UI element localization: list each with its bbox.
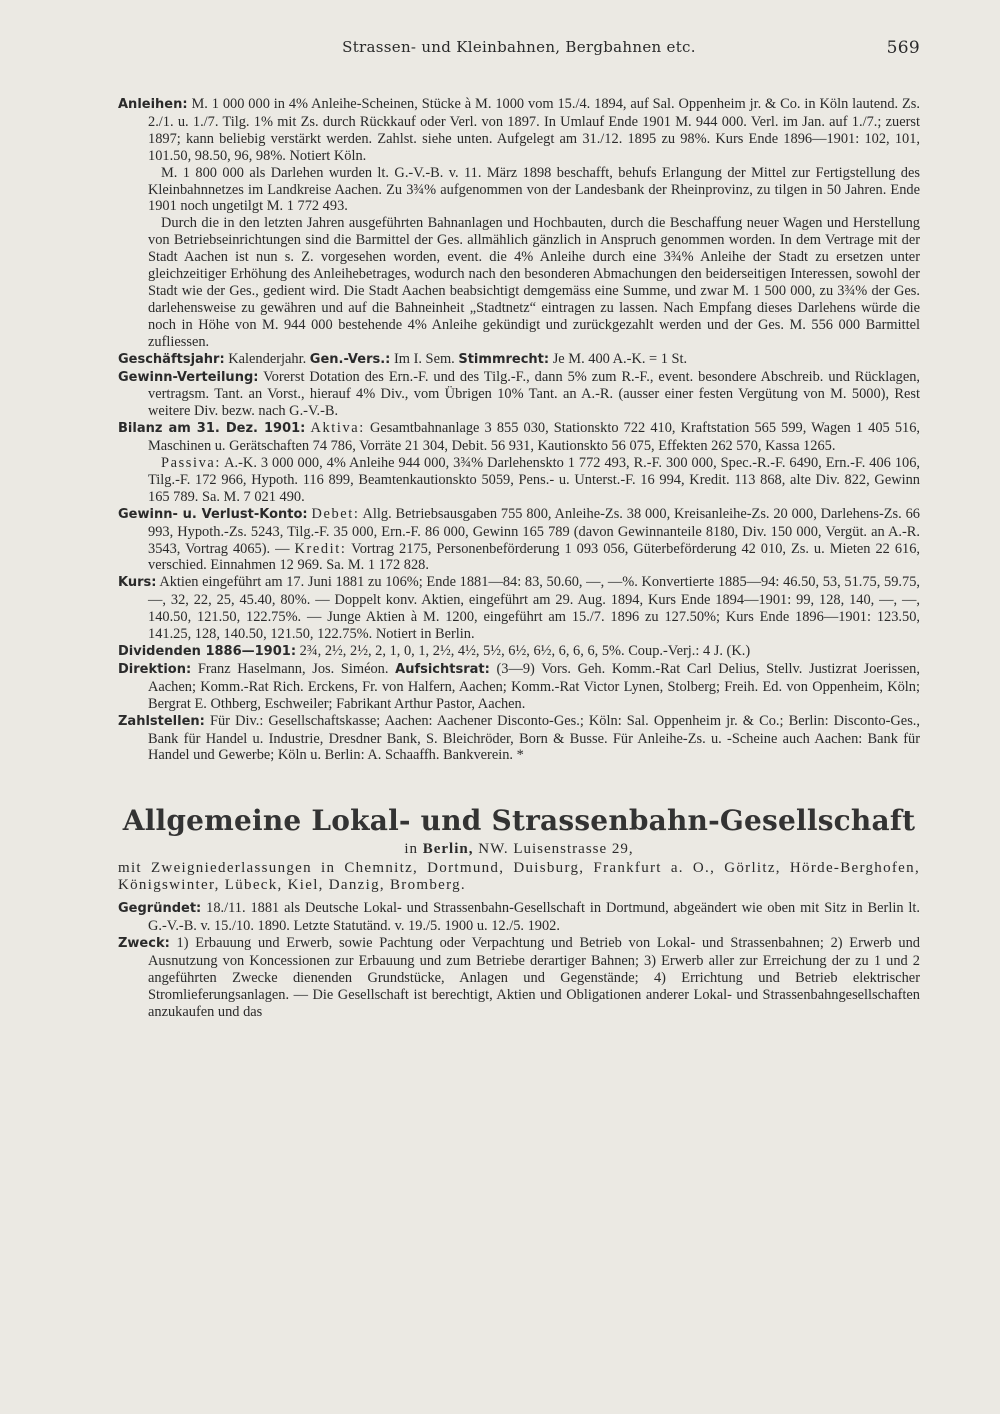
gewinn-verteilung-text: Vorerst Dotation des Ern.-F. und des Tilg.-F., dann 5% zum R.-F., event. besondere Abschreib. und Rücklagen, vertragsm. Tant. an Vorst., hierauf 4% Div., vom Übrigen 10% Tant. an A.-R. (ausser einer festen Vergütung von M. 5000), Rest weitere Div. bezw. nach G.-V.-B. (148, 368, 920, 420)
geschaeftsjahr-label: Geschäftsjahr: (118, 351, 225, 367)
anleihen-paragraph: Durch die in den letzten Jahren ausgeführten Bahnanlagen und Hochbauten, durch die Beschaffung neuer Wagen und Herstellung von Betriebseinrichtungen sind die Barmittel der Ges. allmählich gänzlich in Anspruch genommen worden. In dem Vertrage mit der Stadt Aachen ist nun s. Z. vorgesehen worden, event. die 4% Anleihe durch eine 3¾% Anleihe der Stadt zu ersetzen unter gleichzeitiger Erhöhung des Anleihebetrages, wodurch nach den besonderen Abmachungen den beiderseitigen Interessen, sowohl der Stadt wie der Ges., gedient wird. Die Stadt Aachen beabsichtigt demgemäss eine Summe, und zwar M. 1 500 000, zu 3¾% der Ges. darlehensweise zu gewähren und auf die Bahneinheit „Stadtnetz“ eintragen zu lassen. Nach Empfang dieses Darlehens würde die noch in Höhe von M. 944 000 bestehende 4% Anleihe gekündigt und zurückgezahlt werden und der Ges. M. 556 000 Barmittel zufliessen. (148, 215, 920, 350)
company-address: NW. Luisenstrasse 29, (473, 841, 634, 858)
kurs-entry (118, 574, 920, 643)
gewinn-verteilung-entry (118, 369, 920, 421)
company-title: Allgemeine Lokal- und Strassenbahn-Gesellschaft (122, 804, 916, 838)
dividenden-entry (118, 643, 920, 661)
zweck-label: Zweck: (118, 936, 170, 952)
debet-text: Allg. Betriebsausgaben 755 800, Anleihe-Zs. 38 000, Kreisanleihe-Zs. 20 000, Darlehens-Zs. 66 993, Hypoth.-Zs. 5243, Tilg.-F. 35 000, Ern.-F. 86 000, Gewinn 165 789 (davon Gewinnanteile 8180, Div. 150 000, Vergüt. an A.-R. 3543, Vortrag 4065). — (148, 505, 920, 557)
gegruendet-label: Gegründet: (118, 901, 202, 917)
guv-entry (118, 506, 920, 575)
guv-label: Gewinn- u. Verlust-Konto: (118, 506, 308, 522)
anleihen-entry (118, 96, 920, 165)
stimmrecht-label: Stimmrecht: (458, 351, 550, 367)
gegruendet-entry (118, 900, 920, 935)
zahlstellen-text: Für Div.: Gesellschaftskasse; Aachen: Aachener Disconto-Ges.; Köln: Sal. Oppenheim jr. & Co.; Berlin: Disconto-Ges., Bank für Handel u. Industrie, Dresdner Bank, S. Bleichröder, Born & Busse. Für Anleihe-Zs. u. -Scheine auch Aachen: Bank für Handel und Gewerbe; Köln u. Berlin: A. Schaaffh. Bankverein. * (148, 712, 920, 764)
kurs-text: Aktien eingeführt am 17. Juni 1881 zu 106%; Ende 1881—84: 83, 50.60, —, —%. Konvertierte 1885—94: 46.50, 53, 51.75, 59.75, —, 32, 22, 25, 45.40, 80%. — Doppelt konv. Aktien, eingeführt am 29. Aug. 1894, Kurs Ende 1894—1901: 99, 128, 140, —, —, 140.50, 121.50, 122.75%. — Junge Aktien à M. 1200, eingeführt am 15./7. 1896 zu 127.50%; Kurs Ende 1896—1901: 123.50, 141.25, 128, 140.50, 121.50, 122.75%. Notiert in Berlin. (148, 574, 920, 643)
bilanz-entry (118, 420, 920, 455)
gewinn-verteilung-label: Gewinn-Verteilung: (118, 369, 259, 385)
zweck-entry (118, 935, 920, 1021)
direktion-text: Franz Haselmann, Jos. Siméon. (191, 660, 389, 677)
company-entry-berlin (118, 804, 920, 1020)
geschaeftsjahr-entry (118, 351, 920, 369)
company-branches: mit Zweigniederlassungen in Chemnitz, Dortmund, Duisburg, Frankfurt a. O., Görlitz, Hörde-Berghofen, Königswinter, Lübeck, Kiel, Danzig, Bromberg. (118, 860, 920, 894)
kredit-label: Kredit: (294, 540, 347, 557)
zahlstellen-label: Zahlstellen: (118, 713, 205, 729)
aufsichtsrat-label: Aufsichtsrat: (395, 661, 490, 677)
stimmrecht-text: Je M. 400 A.-K. = 1 St. (549, 350, 688, 367)
passiva-text: A.-K. 3 000 000, 4% Anleihe 944 000, 3¾% Darlehenskto 1 772 493, R.-F. 300 000, Spec.-R.-F. 6490, Ern.-F. 406 106, Tilg.-F. 172 966, Hypoth. 116 899, Beamtenkautionskto 5059, Pens.- u. Unterst.-F. 16 994, Kredit. 113 868, alte Div. 822, Gewinn 165 789. Sa. M. 7 021 490. (148, 455, 920, 505)
dividenden-label: Dividenden 1886—1901: (118, 644, 297, 659)
gegruendet-text: 18./11. 1881 als Deutsche Lokal- und Strassenbahn-Gesellschaft in Dortmund, abgeändert wie oben mit Sitz in Berlin lt. G.-V.-B. v. 15./10. 1890. Letzte Statutänd. v. 19./5. 1900 u. 12./5. 1902. (148, 900, 920, 935)
gen-vers-label: Gen.-Vers.: (309, 351, 391, 367)
running-head-title: Strassen- und Kleinbahnen, Bergbahnen etc. (342, 38, 696, 56)
dividenden-text: 2¾, 2½, 2½, 2, 1, 0, 1, 2½, 4½, 5½, 6½, 6½, 6, 6, 6, 5%. Coup.-Verj.: 4 J. (K.) (296, 643, 751, 659)
geschaeftsjahr-text: Kalenderjahr. (224, 350, 307, 367)
aktiva-label: Aktiva: (310, 420, 365, 437)
page-number: 569 (886, 38, 920, 58)
company-loc-prefix: in (404, 841, 423, 858)
passiva-paragraph (118, 455, 920, 506)
direktion-entry (118, 661, 920, 713)
kurs-label: Kurs: (118, 575, 157, 591)
zweck-text: 1) Erbauung und Erwerb, sowie Pachtung oder Verpachtung und Betrieb von Lokal- und Strassenbahnen; 2) Erwerb und Ausnutzung von Koncessionen zur Erbauung und zum Betriebe derartiger Bahnen; 3) Erwerb aller zur Erreichung der zu 1 und 2 angeführten Zwecke dienenden Grundstücke, Anlagen und Gegenstände; 4) Errichtung und Betrieb elektrischer Stromlieferungsanlagen. — Die Gesellschaft ist berechtigt, Aktien und Obligationen anderer Lokal- und Strassenbahngesellschaften anzukaufen und das (148, 935, 920, 1020)
aufsichtsrat-text: (3—9) Vors. Geh. Komm.-Rat Carl Delius, Stellv. Justizrat Joerissen, Aachen; Komm.-Rat Rich. Erckens, Fr. von Halfern, Aachen; Komm.-Rat Victor Lynen, Stolberg; Freih. Ed. von Oppenheim, Köln; Bergrat E. Othberg, Eschweiler; Fabrikant Arthur Pastor, Aachen. (148, 660, 920, 712)
kredit-text: Vortrag 2175, Personenbeförderung 1 093 056, Güterbeförderung 42 010, Zs. u. Mieten 22 616, verschied. Einnahmen 12 969. Sa. M. 1 172 828. (148, 540, 920, 574)
gen-vers-text: Im I. Sem. (390, 350, 455, 367)
zahlstellen-entry (118, 713, 920, 765)
bilanz-label: Bilanz am 31. Dez. 1901: (118, 421, 306, 437)
aktiva-text: Gesamtbahnanlage 3 855 030, Stationskto 722 410, Kraftstation 565 599, Wagen 1 405 516, Maschinen u. Gerätschaften 74 786, Vorräte 21 304, Debit. 56 931, Kautionskto 56 075, Effekten 262 570, Kassa 1265. (148, 420, 920, 455)
running-head (118, 38, 920, 68)
anleihen-paragraph: M. 1 800 000 als Darlehen wurden lt. G.-V.-B. v. 11. März 1898 beschafft, behufs Erlangung der Mittel zur Fertigstellung des Kleinbahnnetzes im Landkreise Aachen. Zu 3¾% aufgenommen von der Landesbank der Rheinprovinz, zu tilgen in 50 Jahren. Ende 1901 noch ungetilgt M. 1 772 493. (148, 164, 920, 215)
anleihen-text: M. 1 000 000 in 4% Anleihe-Scheinen, Stücke à M. 1000 vom 15./4. 1894, auf Sal. Oppenheim jr. & Co. in Köln lautend. Zs. 2./1. u. 1./7. Tilg. 1% mit Zs. durch Rückkauf oder Verl. von 1897. In Umlauf Ende 1901 M. 944 000. Verl. im Jan. auf 1./7.; zuerst 1897; kann beliebig verstärkt werden. Zahlst. siehe unten. Aufgelegt am 31./12. 1895 zu 98%. Kurs Ende 1896—1901: 102, 101, 101.50, 98.50, 96, 98%. Notiert Köln. (148, 96, 920, 164)
company-location (118, 841, 920, 858)
company-city: Berlin, (422, 841, 474, 858)
passiva-label: Passiva: (161, 455, 221, 472)
debet-label: Debet: (311, 505, 360, 522)
direktion-label: Direktion: (118, 661, 192, 677)
company-entry-aachen (118, 96, 920, 764)
anleihen-label: Anleihen: (118, 97, 188, 112)
